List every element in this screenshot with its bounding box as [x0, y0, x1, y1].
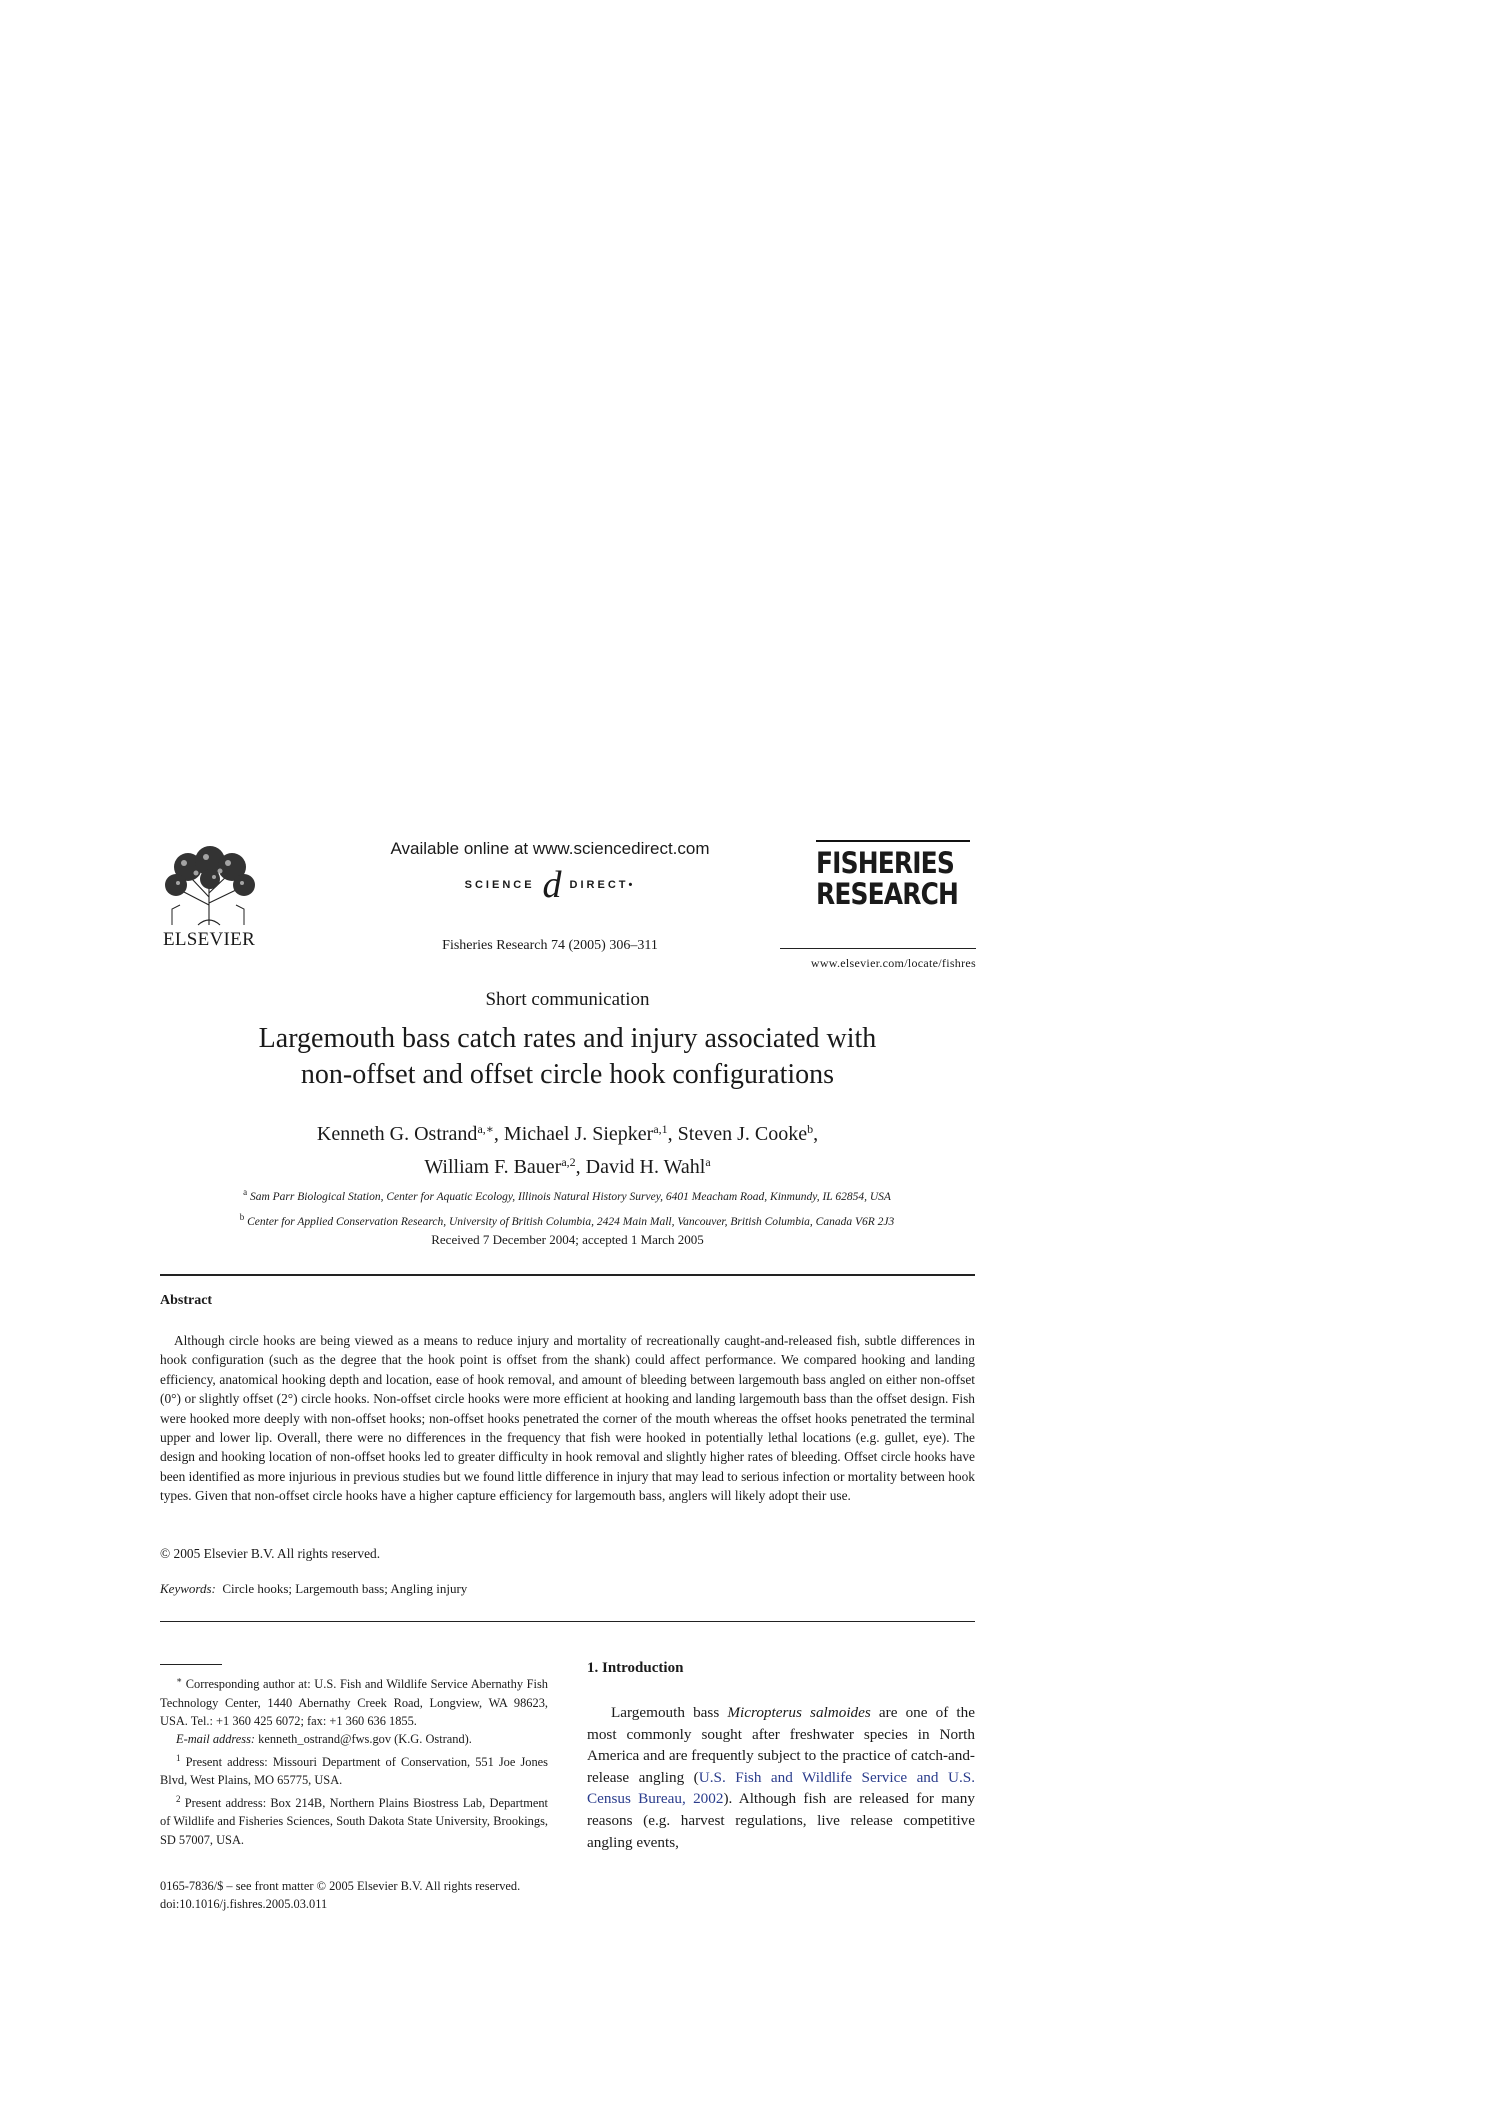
- author-separator: ,: [813, 1123, 819, 1145]
- author-name[interactable]: David H. Wahl: [585, 1156, 706, 1178]
- sd-at-icon: d: [542, 864, 562, 906]
- author-separator: ,: [575, 1156, 586, 1178]
- author-affil-mark: a: [705, 1155, 711, 1169]
- author-line-1: [160, 1115, 975, 1148]
- journal-logo: [816, 840, 974, 932]
- elsevier-logo: [158, 845, 260, 953]
- footnote-mark: 2: [176, 1793, 181, 1804]
- received-dates: Received 7 December 2004; accepted 1 March 2005: [431, 1232, 704, 1247]
- keywords-list: Circle hooks; Largemouth bass; Angling injury: [222, 1581, 468, 1596]
- introduction-heading: 1. Introduction: [587, 1660, 684, 1676]
- footnote-rule: [160, 1664, 222, 1665]
- footnotes: [160, 1671, 548, 1849]
- corresponding-author-text: Corresponding author at: U.S. Fish and Wildlife Service Abernathy Fish Technology Center, 1440 Abernathy Creek Road, Longview, WA 98623, USA. Tel.: +1 360 425 6072; fax: +1 360 636 1855.: [160, 1677, 548, 1728]
- footnote-2-text: Present address: Box 214B, Northern Plains Biostress Lab, Department of Wildlife and Fisheries Sciences, South Dakota State University, Brookings, SD 57007, USA.: [160, 1795, 548, 1847]
- author-line-2: [160, 1148, 975, 1181]
- species-name: Micropterus salmoides: [727, 1704, 871, 1721]
- sd-left-text: SCIENCE: [464, 879, 535, 891]
- doi-line[interactable]: doi:10.1016/j.fishres.2005.03.011: [160, 1897, 328, 1912]
- abstract-copyright: © 2005 Elsevier B.V. All rights reserved.: [160, 1546, 381, 1561]
- author-name[interactable]: Steven J. Cooke: [677, 1123, 808, 1145]
- introduction-body: [587, 1702, 975, 1853]
- author-separator: ,: [667, 1123, 678, 1145]
- elsevier-tree-icon: [158, 845, 260, 927]
- author-name[interactable]: Michael J. Siepker: [503, 1123, 654, 1145]
- author-name[interactable]: William F. Bauer: [424, 1156, 562, 1178]
- author-separator: ,: [493, 1123, 504, 1145]
- email-address[interactable]: kenneth_ostrand@fws.gov (K.G. Ostrand).: [258, 1732, 472, 1747]
- title-line-1: Largemouth bass catch rates and injury associated with: [258, 1023, 877, 1054]
- affiliation-mark: a: [243, 1187, 248, 1197]
- citation-link[interactable]: U.S. Fish and Wildlife Service and U.S. Census Bureau, 2002: [587, 1768, 975, 1808]
- abstract-top-rule: [160, 1274, 975, 1276]
- affiliation-b: [156, 1207, 978, 1232]
- available-online-text: Available online at www.sciencedirect.com: [390, 839, 710, 858]
- front-matter: [160, 1877, 580, 1914]
- keywords-label: Keywords:: [160, 1581, 216, 1596]
- email-label: E-mail address:: [176, 1732, 256, 1747]
- affiliation-a: [156, 1182, 978, 1207]
- journal-logo-line2: RESEARCH: [816, 876, 959, 911]
- author-list: [160, 1115, 975, 1181]
- footnote-mark: ∗: [176, 1675, 183, 1685]
- journal-logo-rule: [816, 840, 970, 842]
- abstract-bottom-rule: [160, 1621, 975, 1622]
- sciencedirect-logo: [380, 866, 720, 906]
- affiliation-text: Center for Applied Conservation Research, University of British Columbia, 2424 Main Mall, Vancouver, British Columbia, Canada V6R 2J3: [247, 1215, 895, 1228]
- author-name[interactable]: Kenneth G. Ostrand: [316, 1123, 478, 1145]
- author-affil-mark: a,∗: [477, 1122, 494, 1136]
- intro-text-3: ). Although fish are released for many reasons (e.g. harvest regulations, live release competitive angling events,: [587, 1790, 975, 1851]
- journal-url[interactable]: www.elsevier.com/locate/fishres: [810, 956, 976, 970]
- article-title: [160, 1021, 975, 1093]
- affiliation-mark: b: [239, 1211, 245, 1222]
- corresponding-author-note: [160, 1671, 548, 1730]
- author-affil-mark: b: [807, 1122, 814, 1136]
- article-type: Short communication: [485, 989, 650, 1010]
- title-line-2: non-offset and offset circle hook configurations: [300, 1059, 835, 1090]
- journal-reference: Fisheries Research 74 (2005) 306–311: [442, 938, 658, 953]
- email-note: [160, 1730, 548, 1748]
- author-affil-mark: a,1: [653, 1122, 668, 1136]
- header-url-rule: [780, 948, 976, 949]
- affiliations: [156, 1182, 978, 1232]
- author-affil-mark: a,2: [561, 1155, 576, 1169]
- footnote-1-text: Present address: Missouri Department of Conservation, 551 Joe Jones Blvd, West Plains, MO 65775, USA.: [160, 1754, 548, 1788]
- abstract-heading: Abstract: [160, 1293, 213, 1308]
- intro-text-1: Largemouth bass: [611, 1704, 728, 1721]
- intro-text-2: are one of the most commonly sought after freshwater species in North America and are frequently subject to the practice of catch-and-release angling (: [587, 1704, 975, 1786]
- keywords: [160, 1581, 467, 1597]
- footnote-mark: 1: [176, 1752, 181, 1763]
- affiliation-text: Sam Parr Biological Station, Center for Aquatic Ecology, Illinois Natural History Survey, 6401 Meacham Road, Kinmundy, IL 62854, USA: [249, 1190, 891, 1203]
- footnote-1: [160, 1749, 548, 1790]
- journal-logo-line1: FISHERIES: [816, 845, 954, 880]
- abstract-body: Although circle hooks are being viewed as a means to reduce injury and mortality of recreationally caught-and-released fish, subtle differences in hook configuration (such as the degree that the hook point is offset from the shank) could affect performance. We compared hooking and landing efficiency, anatomical hooking depth and location, ease of hook removal, and amount of bleeding between largemouth bass angled on either non-offset (0°) or slightly offset (2°) circle hooks. Non-offset circle hooks were more efficient at hooking and landing largemouth bass than the offset design. Fish were hooked more deeply with non-offset hooks; non-offset hooks penetrated the corner of the mouth whereas the offset hooks penetrated the terminal upper and lower lip. Overall, there were no differences in the frequency that fish were hooked in potentially lethal locations (e.g. gullet, eye). The design and hooking location of non-offset hooks led to greater difficulty in hook removal and slightly higher rates of bleeding. Offset circle hooks have been identified as more injurious in previous studies but we found little difference in injury that may lead to serious infection or mortality between hook types. Given that non-offset circle hooks have a higher capture efficiency for largemouth bass, anglers will likely adopt their use.: [160, 1333, 975, 1504]
- publisher-name: ELSEVIER: [162, 929, 256, 950]
- issn-line: 0165-7836/$ – see front matter © 2005 Elsevier B.V. All rights reserved.: [160, 1879, 521, 1893]
- footnote-2: [160, 1790, 548, 1849]
- sd-right-text: DIRECT•: [569, 879, 636, 891]
